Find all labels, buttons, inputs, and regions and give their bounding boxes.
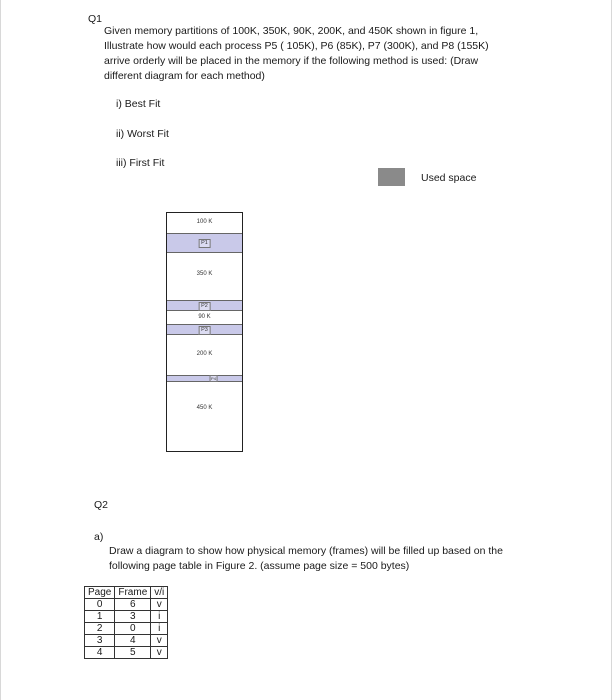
q2-heading: Q2 bbox=[94, 499, 109, 511]
cell-vi: v bbox=[151, 599, 168, 611]
used-block-p4 bbox=[167, 375, 242, 382]
page-table bbox=[84, 586, 168, 659]
q2-line: following page table in Figure 2. (assume page size = 500 bytes) bbox=[109, 560, 410, 572]
partition-label-90k: 90 K bbox=[198, 314, 211, 320]
table-row bbox=[85, 635, 168, 647]
cell-frame: 3 bbox=[115, 611, 151, 623]
partition-label-200k: 200 K bbox=[196, 351, 213, 357]
used-block-p3 bbox=[167, 324, 242, 335]
cell-vi: i bbox=[151, 611, 168, 623]
col-header-page: Page bbox=[85, 587, 115, 599]
process-label-p4: P4 bbox=[211, 376, 216, 381]
q1-line: Given memory partitions of 100K, 350K, 90K, 200K, and 450K shown in figure 1, bbox=[104, 25, 479, 37]
cell-page: 3 bbox=[85, 635, 115, 647]
cell-page: 1 bbox=[85, 611, 115, 623]
table-row bbox=[85, 599, 168, 611]
table-row bbox=[85, 611, 168, 623]
used-space-label: Used space bbox=[421, 172, 477, 184]
partition-label-100k: 100 K bbox=[196, 219, 213, 225]
cell-vi: v bbox=[151, 647, 168, 659]
cell-page: 4 bbox=[85, 647, 115, 659]
q1-heading: Q1 bbox=[88, 13, 103, 25]
cell-page: 2 bbox=[85, 623, 115, 635]
q1-line: Illustrate how would each process P5 ( 105K), P6 (85K), P7 (300K), and P8 (155K) bbox=[104, 40, 489, 52]
q2-paragraph bbox=[109, 544, 503, 574]
used-block-p2 bbox=[167, 300, 242, 311]
cell-frame: 5 bbox=[115, 647, 151, 659]
method-worst-fit: ii) Worst Fit bbox=[116, 128, 169, 140]
partition-label-350k: 350 K bbox=[196, 271, 213, 277]
process-label-p1: P1 bbox=[198, 239, 211, 248]
q2-part-a: a) bbox=[94, 531, 104, 543]
page-edge-left bbox=[0, 0, 1, 700]
cell-frame: 6 bbox=[115, 599, 151, 611]
used-block-p1 bbox=[167, 233, 242, 253]
q1-line: different diagram for each method) bbox=[104, 70, 265, 82]
used-space-swatch bbox=[378, 168, 405, 186]
cell-frame: 0 bbox=[115, 623, 151, 635]
process-label-p3: P3 bbox=[198, 326, 211, 335]
method-best-fit: i) Best Fit bbox=[116, 98, 161, 110]
cell-vi: i bbox=[151, 623, 168, 635]
partition-label-450k: 450 K bbox=[196, 405, 213, 411]
q1-paragraph bbox=[104, 24, 489, 84]
cell-vi: v bbox=[151, 635, 168, 647]
col-header-frame: Frame bbox=[115, 587, 151, 599]
q2-line: Draw a diagram to show how physical memory (frames) will be filled up based on the bbox=[109, 545, 503, 557]
q1-line: arrive orderly will be placed in the memory if the following method is used: (Draw bbox=[104, 55, 479, 67]
cell-frame: 4 bbox=[115, 635, 151, 647]
col-header-vi: v/i bbox=[151, 587, 168, 599]
table-row bbox=[85, 647, 168, 659]
process-label-p2: P2 bbox=[198, 302, 211, 311]
memory-diagram bbox=[166, 212, 243, 452]
table-header-row bbox=[85, 587, 168, 599]
table-row bbox=[85, 623, 168, 635]
cell-page: 0 bbox=[85, 599, 115, 611]
method-first-fit: iii) First Fit bbox=[116, 157, 165, 169]
